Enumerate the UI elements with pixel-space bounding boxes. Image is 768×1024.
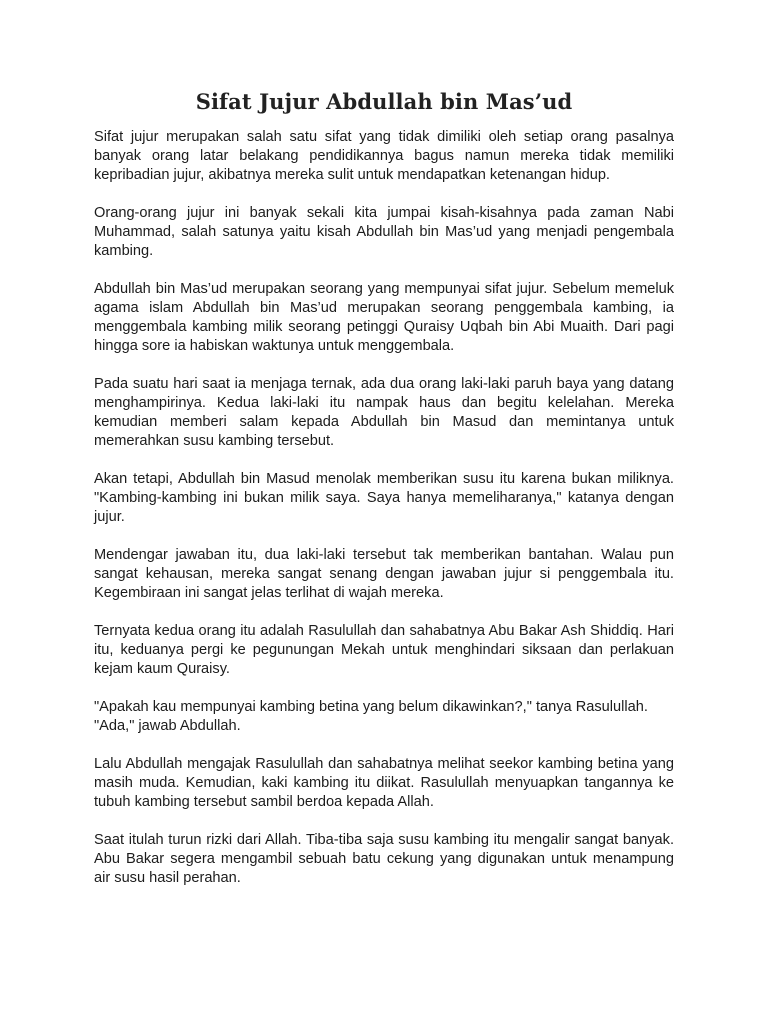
document-body	[94, 128, 674, 907]
paragraph-4: Pada suatu hari saat ia menjaga ternak, ada dua orang laki-laki paruh baya yang datang menghampirinya. Kedua laki-laki itu nampak haus dan begitu kelelahan. Mereka kemudian memberi salam kepada Abdullah bin Masud dan memintanya untuk memerahkan susu kambing tersebut.	[94, 376, 674, 449]
paragraph-7: Ternyata kedua orang itu adalah Rasulullah dan sahabatnya Abu Bakar Ash Shiddiq. Hari itu, keduanya pergi ke pegunungan Mekah untuk menghindari siksaan dan perlakuan kejam kaum Quraisy.	[94, 623, 674, 677]
paragraph-6: Mendengar jawaban itu, dua laki-laki tersebut tak memberikan bantahan. Walau pun sangat kehausan, mereka sangat senang dengan jawaban jujur si penggembala itu. Kegembiraan ini sangat jelas terlihat di wajah mereka.	[94, 547, 674, 601]
paragraph-10: Saat itulah turun rizki dari Allah. Tiba-tiba saja susu kambing itu mengalir sangat banyak. Abu Bakar segera mengambil sebuah batu cekung yang digunakan untuk menampung air susu hasil perahan.	[94, 832, 674, 886]
document-title: Sifat Jujur Abdullah bin Mas’ud	[195, 89, 573, 114]
paragraph-3: Abdullah bin Mas’ud merupakan seorang yang mempunyai sifat jujur. Sebelum memeluk agama islam Abdullah bin Mas’ud merupakan seorang penggembala kambing, ia menggembala kambing milik seorang petinggi Quraisy Uqbah bin Abi Muaith. Dari pagi hingga sore ia habiskan waktunya untuk menggembala.	[94, 281, 674, 354]
paragraph-1: Sifat jujur merupakan salah satu sifat yang tidak dimiliki oleh setiap orang pasalnya banyak orang latar belakang pendidikannya bagus namun mereka tidak memiliki kepribadian jujur, akibatnya mereka sulit untuk mendapatkan ketenangan hidup.	[94, 129, 674, 183]
paragraph-9: Lalu Abdullah mengajak Rasulullah dan sahabatnya melihat seekor kambing betina yang masih muda. Kemudian, kaki kambing itu diikat. Rasulullah menyuapkan tangannya ke tubuh kambing tersebut sambil berdoa kepada Allah.	[94, 756, 674, 810]
paragraph-5: Akan tetapi, Abdullah bin Masud menolak memberikan susu itu karena bukan miliknya. "Kambing-kambing ini bukan milik saya. Saya hanya memeliharanya," katanya dengan jujur.	[94, 471, 674, 525]
paragraph-8-dialogue: "Apakah kau mempunyai kambing betina yang belum dikawinkan?," tanya Rasulullah. "Ada," jawab Abdullah.	[94, 699, 648, 734]
paragraph-2: Orang-orang jujur ini banyak sekali kita jumpai kisah-kisahnya pada zaman Nabi Muhammad, salah satunya yaitu kisah Abdullah bin Mas’ud yang menjadi pengembala kambing.	[94, 205, 674, 259]
